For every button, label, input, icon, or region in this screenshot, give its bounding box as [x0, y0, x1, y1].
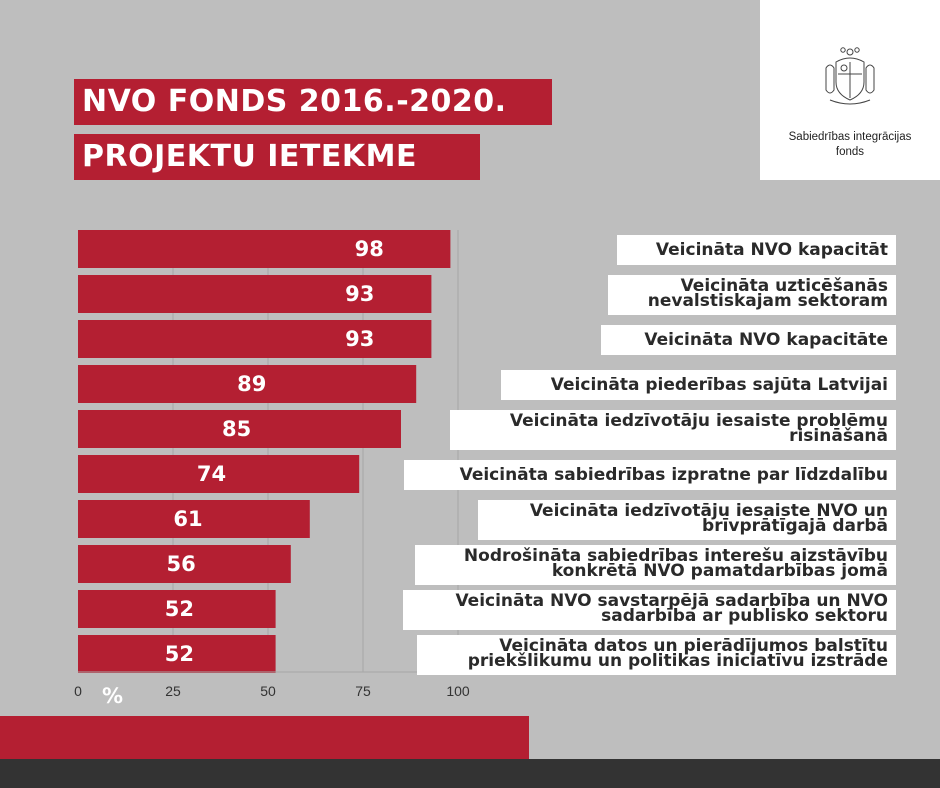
category-label-8: Nodrošināta sabiedrības interešu aizstāvību konkrētā NVO pamatdarbības jomā — [415, 545, 896, 585]
bar-value-label-10: 52 — [164, 642, 195, 666]
category-label-1: Veicināta NVO kapacitāt — [617, 235, 896, 265]
bar-2 — [78, 275, 431, 313]
category-label-7: Veicināta iedzīvotāju iesaiste NVO un brīvprātīgajā darbā — [478, 500, 896, 540]
bar-value-label-8: 56 — [166, 552, 196, 576]
title-line-1: NVO FONDS 2016.-2020. — [74, 79, 552, 125]
category-label-2: Veicināta uzticēšanās nevalstiskajam sektoram — [608, 275, 896, 315]
category-label-10: Veicināta datos un pierādījumos balstītu priekšlikumu un politikas iniciatīvu izstrāde — [417, 635, 896, 675]
bar-value-label-4: 89 — [237, 372, 267, 396]
category-label-4: Veicināta piederības sajūta Latvijai — [501, 370, 896, 400]
bar-3 — [78, 320, 431, 358]
logo-text-line1: Sabiedrības integrācijas — [788, 131, 912, 143]
x-tick-label-75: 75 — [355, 683, 371, 699]
bar-value-label-1: 98 — [354, 237, 384, 261]
x-tick-label-50: 50 — [260, 683, 276, 699]
logo-text-line2: fonds — [835, 146, 865, 158]
bar-value-label-7: 61 — [173, 507, 203, 531]
bar-1 — [78, 230, 450, 268]
bar-value-label-6: 74 — [196, 462, 227, 486]
x-tick-label-25: 25 — [165, 683, 181, 699]
bar-value-label-9: 52 — [164, 597, 195, 621]
category-label-9: Veicināta NVO savstarpējā sadarbība un NVO sadarbība ar publisko sektoru — [403, 590, 896, 630]
bottom-dark-band — [0, 759, 940, 788]
bar-value-label-5: 85 — [221, 417, 252, 441]
title-line-2: PROJEKTU IETEKME — [74, 134, 480, 180]
category-label-5: Veicināta iedzīvotāju iesaiste problēmu risināšanā — [450, 410, 896, 450]
bar-value-label-3: 93 — [345, 327, 375, 351]
x-tick-label-100: 100 — [446, 683, 470, 699]
bottom-red-band — [0, 716, 529, 759]
x-tick-label-0: 0 — [74, 683, 82, 699]
bar-value-label-2: 93 — [345, 282, 375, 306]
unit-label: % — [102, 684, 124, 708]
category-label-6: Veicināta sabiedrības izpratne par līdzdalību — [404, 460, 896, 490]
category-label-3: Veicināta NVO kapacitāte — [601, 325, 896, 355]
